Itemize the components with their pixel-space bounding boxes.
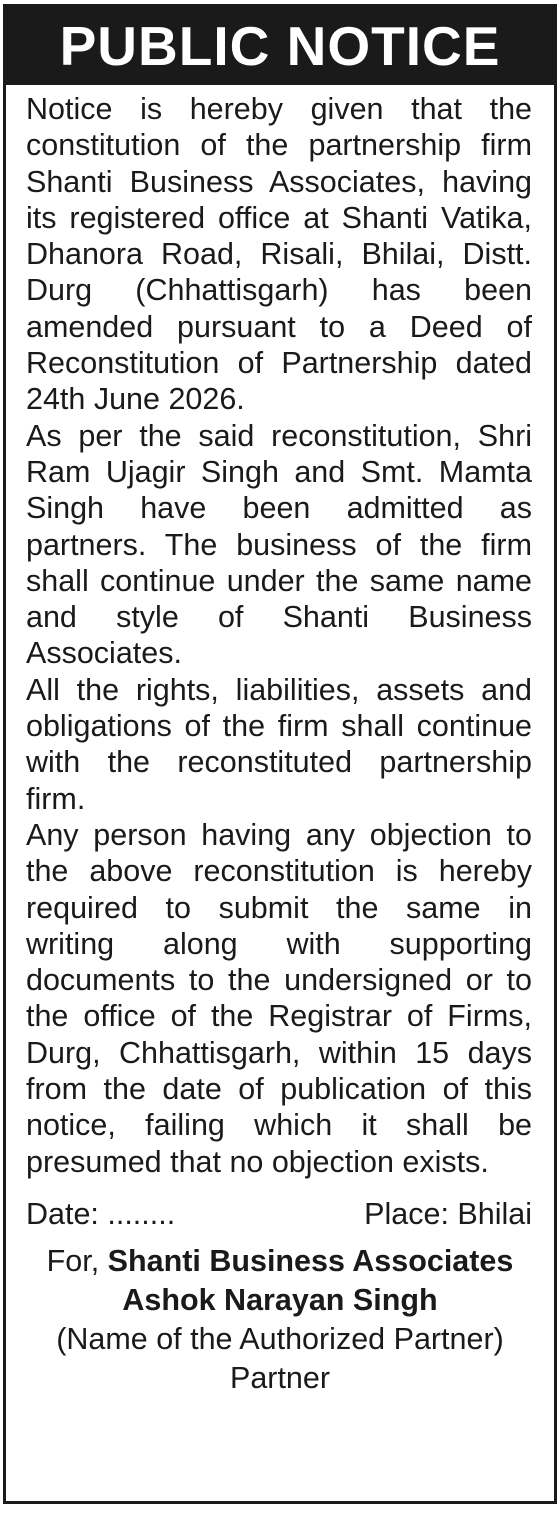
signature-for-prefix: For, (46, 1243, 108, 1278)
signature-note: (Name of the Authorized Partner) (56, 1321, 504, 1356)
notice-date: Date: ........ (26, 1196, 176, 1231)
public-notice (3, 4, 557, 1504)
paragraph-constitution-amended: Notice is hereby given that the constitution of the partnership firm Shanti Business Associates, having its registered office at Shanti Vatika, Dhanora Road, Risali, Bhilai, Distt. Durg (Chhattisgarh) has been amended pursuant to a Deed of Reconstitution of Partnership dated 24th June 2026. (26, 92, 532, 417)
paragraph-new-partners: As per the said reconstitution, Shri Ram Ujagir Singh and Smt. Mamta Singh have been admitted as partners. The business of the firm shall continue under the same name and style of Shanti Business Associates. (26, 418, 532, 671)
paragraph-rights-liabilities: All the rights, liabilities, assets and obligations of the firm shall continue with the reconstituted partnership firm. (26, 672, 532, 816)
notice-title: PUBLIC NOTICE (59, 14, 501, 77)
notice-header (6, 7, 554, 85)
date-place-row (6, 1196, 554, 1232)
signature-block (6, 1242, 554, 1398)
signature-designation: Partner (229, 1360, 331, 1395)
notice-body (6, 85, 554, 1180)
paragraph-objections: Any person having any objection to the above reconstitution is hereby required to submit the same in writing along with supporting documents to the undersigned or to the office of the Registrar of Firms, Durg, Chhattisgarh, within 15 days from the date of publication of this notice, failing which it shall be presumed that no objection exists. (26, 817, 532, 1179)
signature-firm-name: Shanti Business Associates (107, 1243, 514, 1278)
signature-partner-name: Ashok Narayan Singh (122, 1282, 438, 1317)
signature-firm-line (6, 1242, 554, 1281)
notice-place: Place: Bhilai (364, 1196, 532, 1231)
